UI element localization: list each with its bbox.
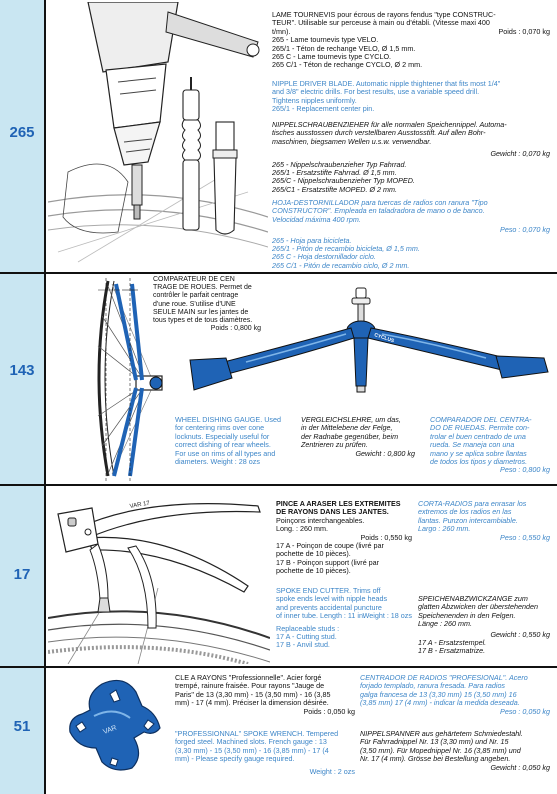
tool-label: VAR 17 [129, 500, 151, 510]
text-line: llantas. Punzon intercambiable. [418, 515, 518, 525]
text-line: LAME TOURNEVIS pour écrous de rayons fendus "type CONSTRUC- [272, 10, 496, 19]
text-line: correct dishing of rear wheels. [175, 440, 271, 450]
text-line: mm) - Please specify gauge required. [175, 754, 295, 764]
item-line: 17 B - Ersatzmatrize. [418, 646, 486, 656]
es-description-17 [418, 500, 550, 542]
item-line: 265/C - Nippelschraubenzieher Typ MOPED. [272, 176, 415, 186]
section-divider [0, 272, 557, 274]
text-line: TRAGE DE ROUES. Permet de [153, 284, 252, 292]
text-line: forged steel. Machined slots. French gauge : 13 [175, 737, 327, 747]
text-line: of inner tube. Length : 11 in. [276, 611, 365, 621]
text-line: and 3/8" electric drills. For best results, use a variable speed drill. [272, 87, 480, 97]
spoke-end-cutter-illustration [48, 488, 270, 664]
weight-en-17: Weight : 18 ozs [362, 611, 412, 621]
text-line: Velocidad máxima 400 rpm. [272, 214, 361, 224]
de-description-265 [272, 121, 550, 194]
item-number-17: 17 [13, 566, 31, 583]
weight-en-51: Weight : 2 ozs [309, 766, 355, 776]
item-line: 17 B - Poinçon support (livré par [276, 557, 380, 567]
item-line: 265 C - Lame tournevis type CYCLO. [272, 52, 392, 62]
item-line: 265 C/1 - Téton de rechange CYCLO, Ø 2 mm. [272, 60, 423, 70]
text-line: VERGLEICHSLEHRE, um das, [301, 415, 401, 424]
text-line: Zentrieren zu prüfen. [301, 440, 368, 450]
fr-description-265 [272, 11, 550, 70]
en-description-143 [175, 416, 289, 466]
de-description-17 [418, 595, 550, 656]
text-line: (3,85 mm) 17 (4 mm) - indicar la medida deseada. [360, 698, 520, 708]
de-description-143 [301, 416, 415, 458]
item-line: 265 - Hoja para bicicleta. [272, 235, 352, 245]
text-line: DO DE RUEDAS. Permite con- [430, 423, 530, 433]
weight-de-17: Gewicht : 0,550 kg [490, 629, 550, 639]
item-line: 17 A - Ersatzstempel. [418, 638, 487, 648]
weight-es-51: Peso : 0,050 kg [500, 706, 550, 716]
item-line: 265 - Nippelschraubenzieher Typ Fahrrad. [272, 159, 407, 169]
text-line: (3,30 mm) - 15 (3,50 mm) - 16 (3,85 mm) - 17 (4 [175, 745, 329, 755]
text-line: CENTRADOR DE RADIOS "PROFESIONAL". Acero [360, 673, 528, 682]
text-line: contrôler le parfait centrage [153, 292, 239, 300]
text-line: Für Fahrradnippel Nr. 13 (3,30 mm) und Nr. 15 [360, 737, 509, 747]
item-line: 265/1 - Téton de rechange VELO, Ø 1,5 mm. [272, 43, 416, 53]
text-line: NIPPLE DRIVER BLADE. Automatic nipple thightener that fits most 1/4" [272, 79, 501, 88]
tool-label: VAR [102, 724, 118, 736]
text-line: CORTA-RADIOS para enrasar los [418, 499, 527, 508]
sidebar-strip [0, 0, 44, 794]
text-line: in der Mittelebene der Felge, [301, 423, 393, 433]
weight-de-265: Gewicht : 0,070 kg [490, 149, 550, 159]
weight-fr-265: Poids : 0,070 kg [498, 26, 550, 36]
weight-es-17: Peso : 0,550 kg [500, 532, 550, 542]
text-line: glatten Abzwicken der überstehenden [418, 602, 539, 612]
item-line: 265/1 - Pitón de recambio bicicleta, Ø 1,5 mm. [272, 244, 420, 254]
text-line: WHEEL DISHING GAUGE. Used [175, 415, 281, 424]
text-line: tous types et de tous diamètres. [153, 317, 253, 325]
text-line: Nr. 17 (4 mm). Grösse bei Bestellung angeben. [360, 754, 511, 764]
drill-with-nipple-driver-illustration [48, 2, 268, 270]
text-line: COMPARATEUR DE CEN [153, 276, 235, 283]
wheel-dishing-gauge-tool-illustration [186, 286, 552, 396]
text-line: trempé, rainure fraisée. Pour rayons "Jauge de [175, 681, 325, 691]
text-line: rueda. Se maneja con una [430, 440, 515, 450]
text-line: maschinen, biegsamen Wellen u.s.w. verwendbar. [272, 136, 432, 146]
text-line: der Radnabe gegenüber, beim [301, 431, 399, 441]
text-line: for centering rims over cone [175, 423, 265, 433]
text-line: CONSTRUCTOR". Empleada en taladradora de mano o de banco. [272, 206, 485, 216]
text-line: TEUR". Utilisable sur perceuse à main ou d'établi. (Vitesse maxi 400 [272, 18, 490, 28]
text-line: diameters. Weight : 28 ozs [175, 457, 260, 467]
text-line: Poinçons interchangeables. [276, 515, 365, 525]
section-divider [0, 484, 557, 486]
item-line: 265/C1 - Ersatzstifte MOPED. Ø 2 mm. [272, 184, 398, 194]
weight-fr-51: Poids : 0,050 kg [303, 706, 355, 716]
weight-fr-17: Poids : 0,550 kg [360, 532, 412, 542]
de-description-51 [360, 730, 550, 772]
en-description-17 [276, 587, 412, 650]
text-line: For use on rims of all types and [175, 448, 276, 458]
text-line: de todos los tipos y diametros. [430, 457, 528, 467]
fr-description-17 [276, 500, 412, 576]
text-line: d'une roue. S'utilise d'UNE [153, 300, 236, 308]
weight-de-51: Gewicht : 0,050 kg [490, 762, 550, 772]
text-line: SEULE MAIN sur les jantes de [153, 308, 249, 316]
item-number-51: 51 [13, 718, 31, 735]
text-line: tisches ausstossen durch verstellbaren Ausstosstift. Auf allen Bohr- [272, 128, 486, 138]
item-line: 265 - Lame tournevis type VELO. [272, 35, 379, 45]
weight-es-265: Peso : 0,070 kg [500, 225, 550, 235]
text-line: SPEICHENABZWICKZANGE zum [418, 594, 528, 603]
text-line: locknuts. Especially useful for [175, 431, 270, 441]
text-line: mano y se aplica sobre llantas [430, 448, 527, 458]
section-divider [0, 666, 557, 668]
weight-fr-143: Poids : 0,800 kg [210, 325, 261, 333]
text-line: trolar el buen centrado de una [430, 431, 526, 441]
text-line: COMPARADOR DEL CENTRA- [430, 415, 532, 424]
es-description-265 [272, 199, 550, 270]
text-line: t/mn). [272, 26, 291, 36]
item-line: 17 B - Anvil stud. [276, 640, 330, 650]
text-line: extremos de los radios en las [418, 507, 512, 517]
text-line: spoke ends level with nipple heads [276, 594, 388, 604]
item-number-143: 143 [9, 362, 35, 379]
text-line: HOJA-DESTORNILLADOR para tuercas de radios con ranura "Tipo [272, 198, 488, 207]
text-line: Länge : 260 mm. [418, 619, 472, 629]
item-line: 265 C/1 - Pitón de recambio ciclo, Ø 2 mm. [272, 260, 410, 270]
text-line: galga francesa de 13 (3,30 mm) 15 (3,50 mm) 16 [360, 689, 517, 699]
spoke-wrench-illustration [64, 676, 164, 774]
text-line: mm) - 17 (4 mm). Préciser la dimension désirée. [175, 698, 329, 708]
text-line: "PROFESSIONNAL" SPOKE WRENCH. Tempered [175, 729, 339, 738]
text-line: DE RAYONS DANS LES JANTES. [276, 507, 389, 517]
vertical-divider [44, 0, 46, 794]
text-line: Tightens nipples uniformly. [272, 95, 357, 105]
en-description-265 [272, 80, 550, 114]
item-line: 265/1 - Ersatzstifte Fahrrad. Ø 1,5 mm. [272, 168, 397, 178]
text-line: SPOKE END CUTTER. Trims off [276, 586, 381, 595]
text-line: Speichenenden in den Felgen. [418, 610, 516, 620]
en-description-51 [175, 730, 355, 776]
text-line: forjado templado, ranura fresada. Para radios [360, 681, 506, 691]
text-line: and prevents accidental puncture [276, 602, 382, 612]
text-line: PINCE A ARASER LES EXTREMITES [276, 499, 401, 508]
weight-de-143: Gewicht : 0,800 kg [355, 448, 415, 458]
item-line: Replaceable studs : [276, 623, 340, 633]
item-line: 265 C - Hoja destornillador ciclo. [272, 252, 376, 262]
weight-es-143: Peso : 0,800 kg [500, 465, 550, 475]
item-line: pochette de 10 pièces). [276, 549, 351, 559]
item-line: 17 A - Cutting stud. [276, 632, 337, 642]
es-description-143 [430, 416, 550, 475]
text-line: NIPPELSCHRAUBENZIEHER für alle normalen Speichennippel. Automa- [272, 120, 507, 129]
tool-label: CYCLUS [373, 332, 395, 345]
item-number-265: 265 [9, 124, 35, 141]
text-line: Paris" de 13 (3,30 mm) - 15 (3,50 mm) - 16 (3,85 [175, 689, 331, 699]
es-description-51 [360, 674, 550, 716]
item-line: 17 A - Poinçon de coupe (livré par [276, 541, 384, 551]
text-line: Long. : 260 mm. [276, 524, 328, 534]
text-line: (3,50 mm). Für Mopednippel Nr. 16 (3,85 mm) und [360, 745, 521, 755]
fr-description-51 [175, 674, 355, 716]
text-line: CLE A RAYONS "Professionnelle". Acier forgé [175, 673, 322, 682]
item-line: pochette de 10 pièces). [276, 566, 351, 576]
text-line: 265/1 - Replacement center pin. [272, 104, 375, 114]
text-line: Largo : 260 mm. [418, 524, 471, 534]
text-line: NIPPELSPANNER aus gehärtetem Schmiedestahl. [360, 729, 523, 738]
